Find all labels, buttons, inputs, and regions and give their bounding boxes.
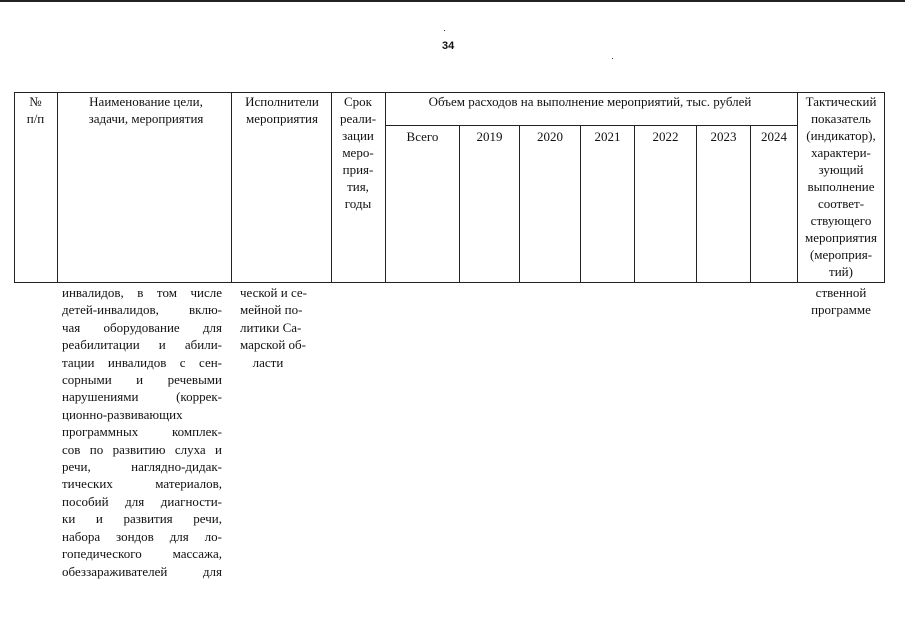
- scan-speck: [612, 58, 613, 59]
- top-rule: [0, 0, 905, 2]
- text-line: чая оборудование для: [62, 319, 222, 335]
- text-line: марской об-: [240, 337, 306, 353]
- text-line: реабилитации и абили-: [62, 337, 222, 353]
- text-line: пособий для диагности-: [62, 493, 222, 509]
- header-line: меро-: [342, 145, 374, 160]
- header-number: [14, 93, 57, 127]
- col-border: [580, 125, 581, 283]
- text-line: обеззараживателей для: [62, 563, 222, 579]
- header-line: Наименование цели,: [89, 94, 203, 109]
- text-line: программных комплек-: [62, 424, 222, 440]
- header-indicator: [797, 93, 885, 280]
- header-line: зующий: [818, 162, 864, 177]
- header-line: прия-: [342, 162, 374, 177]
- text-line: гопедического массажа,: [62, 546, 222, 562]
- year-header: 2020: [537, 129, 563, 144]
- row-indicator: [801, 284, 881, 319]
- row-description: [62, 284, 222, 580]
- text-line: детей-инвалидов, вклю-: [62, 302, 222, 318]
- text-line: ки и развития речи,: [62, 511, 222, 527]
- text-line: литики Са-: [240, 319, 302, 335]
- years-divider: [385, 125, 797, 126]
- col-border: [331, 92, 332, 283]
- col-border: [459, 125, 460, 283]
- header-term: [333, 93, 383, 212]
- text-line: нарушениями (коррек-: [62, 389, 222, 405]
- year-header: 2024: [761, 129, 787, 144]
- header-line: п/п: [26, 111, 45, 126]
- text-line: сорными и речевыми: [62, 372, 222, 388]
- text-line: программе: [811, 302, 871, 318]
- text-line: ционно-развивающих: [62, 406, 183, 422]
- text-line: набора зондов для ло-: [62, 528, 222, 544]
- page-number: 34: [442, 40, 455, 52]
- text-line: речи, наглядно-дидак-: [62, 459, 222, 475]
- header-line: реали-: [339, 111, 377, 126]
- header-line: соответ-: [817, 196, 865, 211]
- col-border: [634, 125, 635, 283]
- header-line: Срок: [344, 94, 372, 109]
- col-border: [385, 92, 386, 283]
- scan-speck: [444, 30, 445, 31]
- header-line: Исполнители: [245, 94, 319, 109]
- header-line: показатель: [811, 111, 871, 126]
- table-header-bottom: [14, 282, 885, 283]
- header-line: (индикатор),: [806, 128, 876, 143]
- year-header: 2022: [652, 129, 679, 144]
- header-line: №: [29, 94, 42, 109]
- text-line: мейной по-: [240, 302, 303, 318]
- header-executors: [233, 93, 331, 127]
- header-line: годы: [344, 196, 372, 211]
- header-line: задачи, мероприятия: [88, 111, 204, 126]
- text-line: инвалидов, в том числе: [62, 285, 222, 300]
- year-header: 2021: [594, 129, 621, 144]
- text-line: сов по развитию слуха и: [62, 441, 222, 457]
- year-header: 2019: [476, 129, 503, 144]
- row-executors: [240, 284, 307, 371]
- col-border: [231, 92, 232, 283]
- header-line: (мероприя-: [809, 247, 873, 262]
- year-header-total: Всего: [406, 129, 439, 144]
- text-line: ласти: [252, 354, 284, 370]
- header-line: тия,: [347, 179, 369, 194]
- header-line: зации: [342, 128, 374, 143]
- header-line: характери-: [811, 145, 871, 160]
- header-line: Тактический: [805, 94, 877, 109]
- col-border: [519, 125, 520, 283]
- text-line: ческой и се-: [240, 285, 307, 300]
- text-line: тических материалов,: [62, 476, 222, 492]
- year-header: 2023: [710, 129, 737, 144]
- header-name: [62, 93, 230, 127]
- col-border: [57, 92, 58, 283]
- col-border: [750, 125, 751, 283]
- text-line: тации инвалидов с сен-: [62, 354, 222, 370]
- header-line: ствующего: [810, 213, 872, 228]
- header-line: тий): [829, 264, 853, 279]
- col-border: [696, 125, 697, 283]
- header-line: мероприятия: [804, 230, 877, 245]
- header-volume: Объем расходов на выполнение мероприятий, тыс. рублей: [428, 94, 752, 109]
- header-line: выполнение: [807, 179, 875, 194]
- text-line: ственной: [815, 285, 867, 300]
- header-line: мероприятия: [245, 111, 318, 126]
